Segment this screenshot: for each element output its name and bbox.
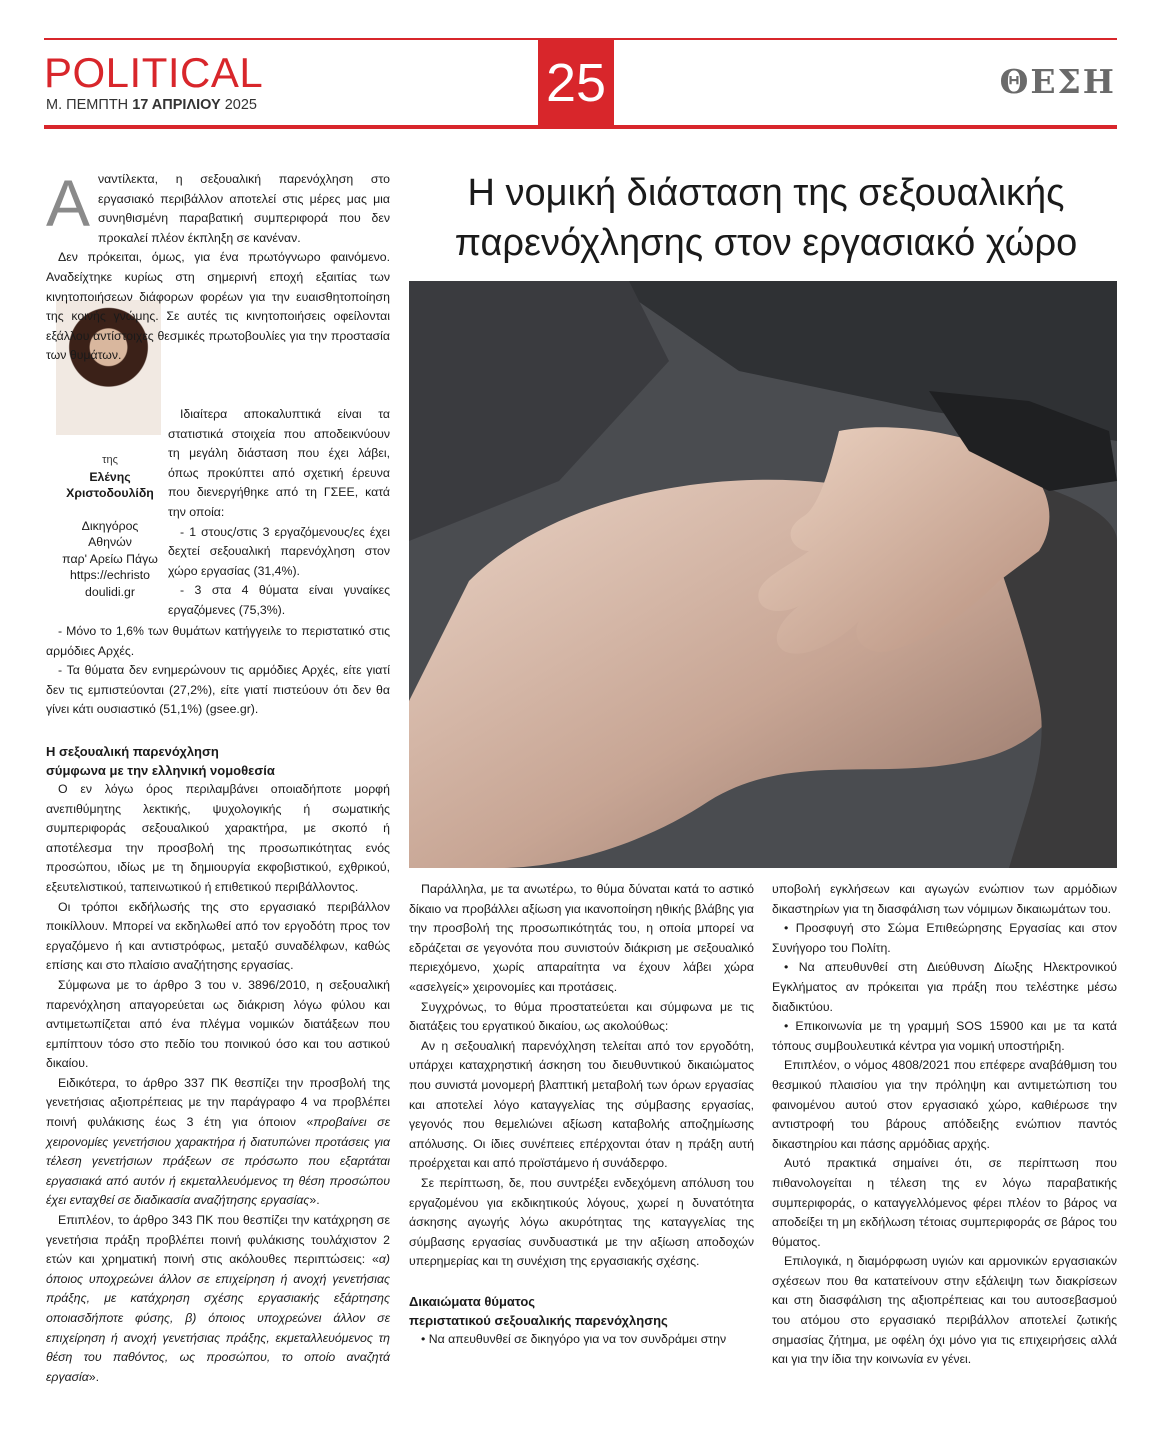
- issue-date: Μ. ΠΕΜΠΤΗ 17 ΑΠΡΙΛΙΟΥ 2025: [46, 97, 257, 113]
- article-column-1-lower: - Μόνο το 1,6% των θυμάτων κατήγγειλε το περιστατικό στις αρμόδιες Αρχές. - Τα θύματα δεν ενημερώνουν τις αρμόδιες Αρχές, είτε γιατί δεν τις εμπιστεύονται (27,2%), είτε γιατί πιστεύουν ότι δεν θα γίνει κάτι ουσιαστικό (51,1%) (gsee.gr). Η σεξουαλική παρενόχληση σύμφωνα με την ελληνική νομοθεσία Ο εν λόγω όρος περιλαμβάνει οποιαδήποτε μορφή ανεπιθύμητης λεκτικής, ψυχολογικής ή σωματικής συμπεριφοράς σεξουαλικού χαρακτήρα, με σκοπό ή αποτέλεσμα την προσβολή της προσωπικότητας ενός προσώπου, ιδίως με τη δημιουργία εκφοβιστικού, εχθρικού, εξευτελιστικού, ταπεινωτικού ή επιθετικού περιβάλλοντος. Οι τρόποι εκδήλωσής της στο εργασιακό περιβάλλον ποικίλλουν. Μπορεί να εκδηλωθεί από τον εργοδότη προς τον εργαζόμενο ή και αντιστρόφως, μεταξύ συναδέλφων, καθώς επίσης και στο πλαίσιο αναζήτησης εργασίας. Σύμφωνα με το άρθρο 3 του ν. 3896/2010, η σεξουαλική παρενόχληση απαγορεύεται ως διάκριση λόγω φύλου και αντιμετωπίζεται από ένα πλέγμα νομικών διατάξεων που εμπίπτουν τόσο στο πεδίο του ποινικού όσο και του αστικού δικαίου. Ειδικότερα, το άρθρο 337 ΠΚ θεσπίζει την προσβολή της γενετήσιας αξιοπρέπειας με την παράγραφο 4 να προβλέπει ποινή φυλάκισης έως 3 έτη για όποιον «προβαίνει σε χειρονομίες γενετήσιου χαρακτήρα ή διατυπώνει προτάσεις για τέλεση γενετήσιων πράξεων σε πρόσωπο που εξαρτάται εργασιακά από αυτόν ή εκμεταλλευόμενος τη θέση προσώπου έχει ενταχθεί σε διαδικασία αναζήτησης εργασίας». Επιπλέον, το άρθρο 343 ΠΚ που θεσπίζει την κατάχρηση σε γενετήσια πράξη προβλέπει ποινή φυλάκισης τουλάχιστον 2 ετών και χρηματική ποινή στις ακόλουθες περιπτώσεις: «α) όποιος υποχρεώνει άλλον σε επιχείρηση ή ανοχή γενετήσιας πράξης, με κατάχρηση σχέσης εργασιακής εξάρτησης οποιασδήποτε φύσης, β) όποιος υποχρεώνει άλλον σε επιχείρηση ή ανοχή γενετήσιας πράξης, εκμεταλλευόμενος τη θέση του παθόντος, ως προσώπου, το οποίο αναζητά εργασία».: [46, 624, 390, 1384]
- newspaper-logo: ΘΕΣΗ: [999, 62, 1116, 101]
- article-headline: Η νομική διάσταση της σεξουαλικής παρενόχλησης στον εργασιακό χώρο: [454, 172, 1078, 264]
- author-byline: της Ελένης Χριστοδουλίδη Δικηγόρος Αθηνών παρ' Αρείω Πάγω https://echristo doulidi.gr: [46, 452, 174, 600]
- author-website: https://echristo: [70, 568, 150, 582]
- lead-paragraph: Αναντίλεκτα, η σεξουαλική παρενόχληση στο εργασιακό περιβάλλον αποτελεί στις μέρες μας μια συνηθισμένη παραβατική συμπεριφορά που δεν προκαλεί πλέον έκπληξη σε κανέναν.: [46, 166, 390, 245]
- subheading-legislation: Η σεξουαλική παρενόχληση σύμφωνα με την ελληνική νομοθεσία: [46, 743, 275, 778]
- drop-cap: Α: [46, 166, 91, 240]
- photo-illustration: [409, 281, 1117, 868]
- page-number: 25: [538, 40, 614, 127]
- article-column-1: Αναντίλεκτα, η σεξουαλική παρενόχληση στο εργασιακό περιβάλλον αποτελεί στις μέρες μας μια συνηθισμένη παραβατική συμπεριφορά που δεν προκαλεί πλέον έκπληξη σε κανέναν. Δεν πρόκειται, όμως, για ένα πρωτόγνωρο φαινόμενο. Αναδείχτηκε κυρίως στη σημερινή εποχή εξαιτίας των κινητοποιήσεων διάφορων φορέων για την ευαισθητοποίηση της κοινής γνώμης. Σε αυτές τις κινητοποιήσεις οφείλονται εξάλλου αντίστοιχες θεσμικές πρωτοβουλίες για την προστασία των θυμάτων.: [46, 166, 390, 363]
- article-photo: [409, 281, 1117, 868]
- article-column-1-wrap: Ιδιαίτερα αποκαλυπτικά είναι τα στατιστικά στοιχεία που αποδεικνύουν τη μεγάλη διάσταση που έχει λάβει, όπως προκύπτει από σχετική έρευνα που διενεργήθηκε από τη ΓΣΕΕ, κατά την οποία: - 1 στους/στις 3 εργαζόμενους/ες έχει δεχτεί σεξουαλική παρενόχληση στον χώρο εργασίας (31,4%). - 3 στα 4 θύματα είναι γυναίκες εργαζόμενες (75,3%).: [168, 407, 390, 617]
- article-column-3: υποβολή εγκλήσεων και αγωγών ενώπιον των αρμόδιων δικαστηρίων για τη διασφάλιση των νόμιμων δικαιωμάτων του. • Προσφυγή στο Σώμα Επιθεώρησης Εργασίας και στον Συνήγορο του Πολίτη. • Να απευθυνθεί στη Διεύθυνση Δίωξης Ηλεκτρονικού Εγκλήματος αν πρόκειται για πράξη που τελέστηκε μέσω διαδικτύου. • Επικοινωνία με τη γραμμή SOS 15900 και με τα κατά τόπους συμβουλευτικά κέντρα για νομική υποστήριξη. Επιπλέον, ο νόμος 4808/2021 που επέφερε αναβάθμιση του θεσμικού πλαισίου για την πρόληψη και αντιμετώπιση του φαινομένου αυτού στον εργασιακό χώρο, καθιέρωσε την αντιστροφή του βάρους απόδειξης ενώπιον παντός δικαστηρίου και πάσης αρμόδιας αρχής. Αυτό πρακτικά σημαίνει ότι, σε περίπτωση που πιθανολογείται η τέλεση της εν λόγω παραβατικής συμπεριφοράς, ο καταγγελλόμενος φέρει πλέον το βάρος να αποδείξει τη μη εκδήλωση τέτοιας συμπεριφοράς σε βάρος του θύματος. Επιλογικά, η διαμόρφωση υγιών και αρμονικών εργασιακών σχέσεων που θα κατατείνουν στην εξάλειψη των διακρίσεων και στη διασφάλιση της αξιοπρέπειας και του αυτοσεβασμού του ατόμου στο εργασιακό περιβάλλον αποτελεί ζωτικής σημασίας ζήτημα, με οφέλη όχι μόνο για τις επιχειρήσεις αλλά και για την ίδια την κοινωνία εν γένει.: [772, 882, 1117, 1367]
- section-title: POLITICAL: [44, 49, 264, 96]
- subheading-victim-rights: Δικαιώματα θύματος περιστατικού σεξουαλικής παρενόχλησης: [409, 1293, 668, 1328]
- article-column-2: Παράλληλα, με τα ανωτέρω, το θύμα δύναται κατά το αστικό δίκαιο να προβάλλει αξίωση για ικανοποίηση ηθικής βλάβης για την προσβολή της προσωπικότητάς του, η οποία μπορεί να εδράζεται σε γεγονότα που συνιστούν διάκριση με σεξουαλικό περιεχόμενο, χωρίς απαραίτητα να έχουν λάβει χώρα «ασελγείς» χειρονομίες και προτάσεις. Συγχρόνως, το θύμα προστατεύεται και σύμφωνα με τις διατάξεις του εργατικού δικαίου, ως ακολούθως: Αν η σεξουαλική παρενόχληση τελείται από τον εργοδότη, υπάρχει καταχρηστική άσκηση του διευθυντικού δικαιώματος που συνιστά μονομερή βλαπτική μεταβολή των όρων εργασίας και αποτελεί λόγο καταγγελίας της σύμβασης εργασίας, γεγονός που θεμελιώνει αξίωση καταβολής αποζημίωσης απόλυσης. Οι ίδιες συνέπειες επέρχονται όταν η πράξη αυτή προέρχεται και από προϊστάμενο ή συνάδερφο. Σε περίπτωση, δε, που συντρέξει ενδεχόμενη απόλυση του εργαζομένου για εκδικητικούς λόγους, χωρεί η δυνατότητα άσκησης αγωγής λόγω ακυρότητας της καταγγελίας της σύμβασης εργασίας συνδυαστικά με την αξίωση αποδοχών υπερημερίας και τη συνέχιση της εργασιακής σχέσης. Δικαιώματα θύματος περιστατικού σεξουαλικής παρενόχλησης • Να απευθυνθεί σε δικηγόρο για να τον συνδράμει στην: [409, 882, 754, 1346]
- header-bottom-rule: [44, 125, 1117, 129]
